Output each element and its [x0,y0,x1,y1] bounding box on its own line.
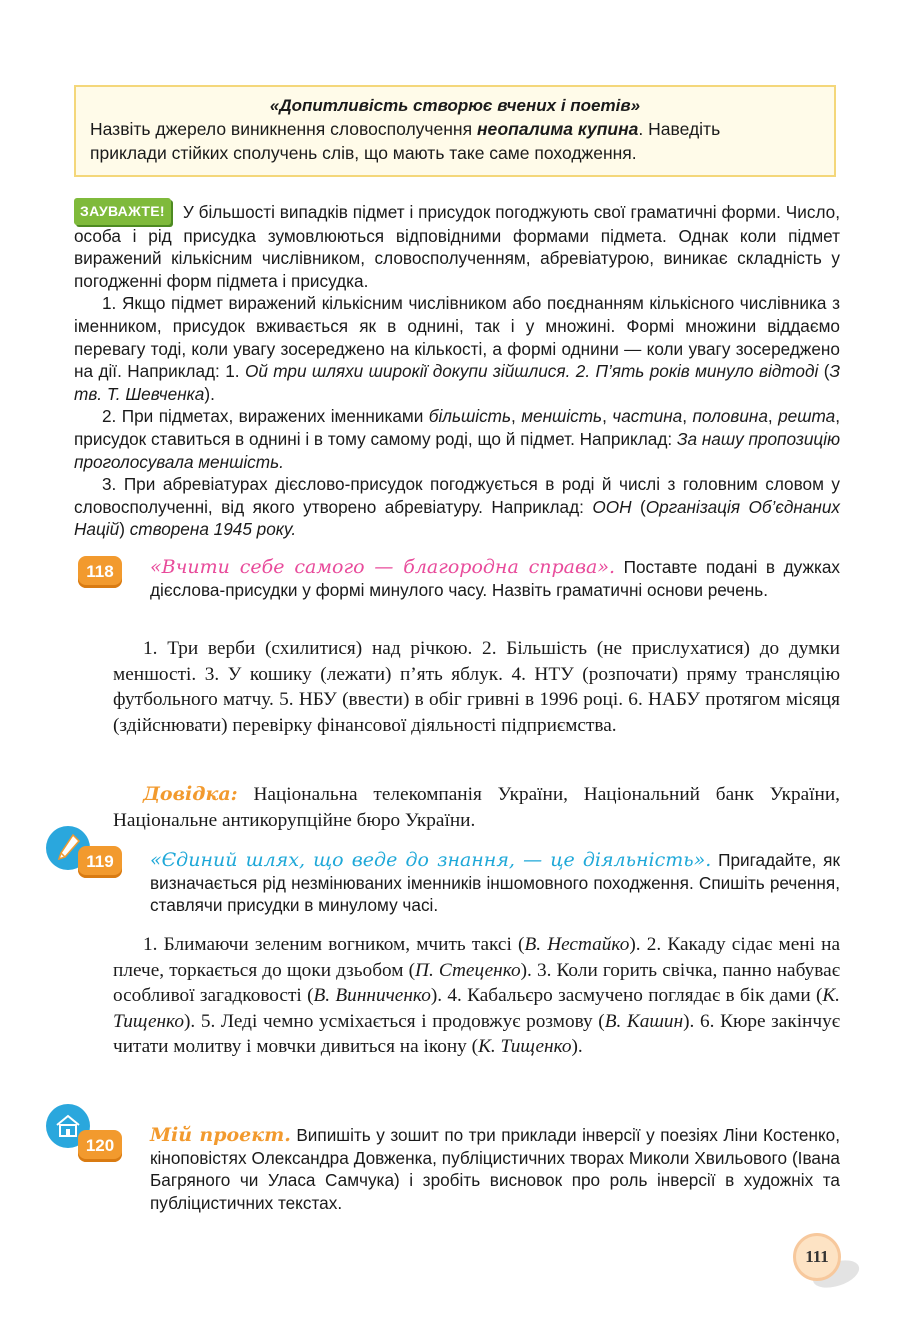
exercise-118-motto: «Вчити себе самого — благородна справа». [150,556,616,578]
exercise-120-motto: Мій проект. [150,1124,291,1146]
curiosity-title: «Допитливість створює вчених і поетів» [269,96,641,115]
exercise-120-task: Мій проект. Випишіть у зошит по три приклади інверсії у поезіях Ліни Костенко, кіноповістях Олександра Довженка, публіцистичних творах Миколи Хвильового (Івана Багряного чи Уласа Самчука) і зробіть висновок про роль інверсії в художніх та публіцистичних текстах. [150,1124,840,1213]
exercise-119-task: «Єдиний шлях, що веде до знання, — це діяльність». Пригадайте, як визначається рід незмінюваних іменників іншомовного походження. Спишіть речення, ставлячи присудки в минулому часі. [150,849,840,915]
reference-label: Довідка: [143,783,238,805]
exercise-119-sentences: 1. Блимаючи зеленим вогником, мчить таксі (В. Нестайко). 2. Какаду сідає мені на плече, торкається до щоки дзьобом (П. Стеценко). 3. Коли горить свічка, панно набуває особливої загадковості (В. Винниченко). 4. Кабальєро засмучено поглядає в бік дами (К. Тищенко). 5. Леді чемно усміхається і продовжує розмову (В. Кашин). 6. Кюре закінчує читати молитву і мовчки дивиться на ікону (К. Тищенко). [113,934,840,1057]
page-number: 111 [793,1233,841,1281]
exercise-119-badge: 119 [78,846,122,878]
exercise-118-task: «Вчити себе самого — благородна справа». Поставте подані в дужках дієслова-присудки у формі минулого часу. Назвіть граматичні основи речень. [150,556,840,600]
exercise-120-badge: 120 [78,1130,122,1162]
exercise-118-reference: Довідка: Національна телекомпанія України, Національний банк України, Національне антикорупційне бюро України. [113,783,840,831]
grammar-note: ЗАУВАЖТЕ! У більшості випадків підмет і присудок погоджують свої граматичні форми. Число, особа і рід присудка зумовлюються відповідними формами підмета. Однак коли підмет виражений кількісним числівником, словосполученням, абревіатурою, виникає складність у погодженні форм підмета і присудка. 1. Якщо підмет виражений кількісним числівником або поєднанням кількісного числівника з іменником, присудок вживається як в однині, так і у множині. Формі множини віддаємо перевагу тоді, коли увагу зосереджено на кількості, а формі однини — коли увагу зосереджено на дії. Наприклад: 1. Ой три шляхи широкії докупи зійшлися. 2. П’ять років минуло відтоді (З тв. Т. Шевченка). 2. При підметах, виражених іменниками більшість, меншість, частина, половина, решта, присудок ставиться в однині і в тому самому роді, що й підмет. Наприклад: За нашу пропозицію проголосувала меншість. 3. При абревіатурах дієслово-присудок погоджується в роді й числі з головним словом у словосполученні, від якого утворено абревіатуру. Наприклад: ООН (Організація Об’єднаних Націй) створена 1945 року. [74,198,840,541]
note-badge: ЗАУВАЖТЕ! [74,198,171,225]
exercise-119-motto: «Єдиний шлях, що веде до знання, — це діяльність». [150,849,712,871]
exercise-118-badge: 118 [78,556,122,588]
exercise-118-sentences: 1. Три верби (схилитися) над річкою. 2. Більшість (не прислухатися) до думки меншості. 3. У кошику (лежати) п’ять яблук. 4. НТУ (розпочати) пряму трансляцію футбольного матчу. 5. НБУ (ввести) в обіг гривні в 1996 році. 6. НАБУ протягом місяця (здійснювати) перевірку фінансової діяльності підприємства. [113,638,840,736]
curiosity-box [74,85,836,177]
curiosity-text: Назвіть джерело виникнення словосполучення неопалима купина. Наведіть приклади стійких сполучень слів, що мають таке саме походження. [90,119,721,163]
